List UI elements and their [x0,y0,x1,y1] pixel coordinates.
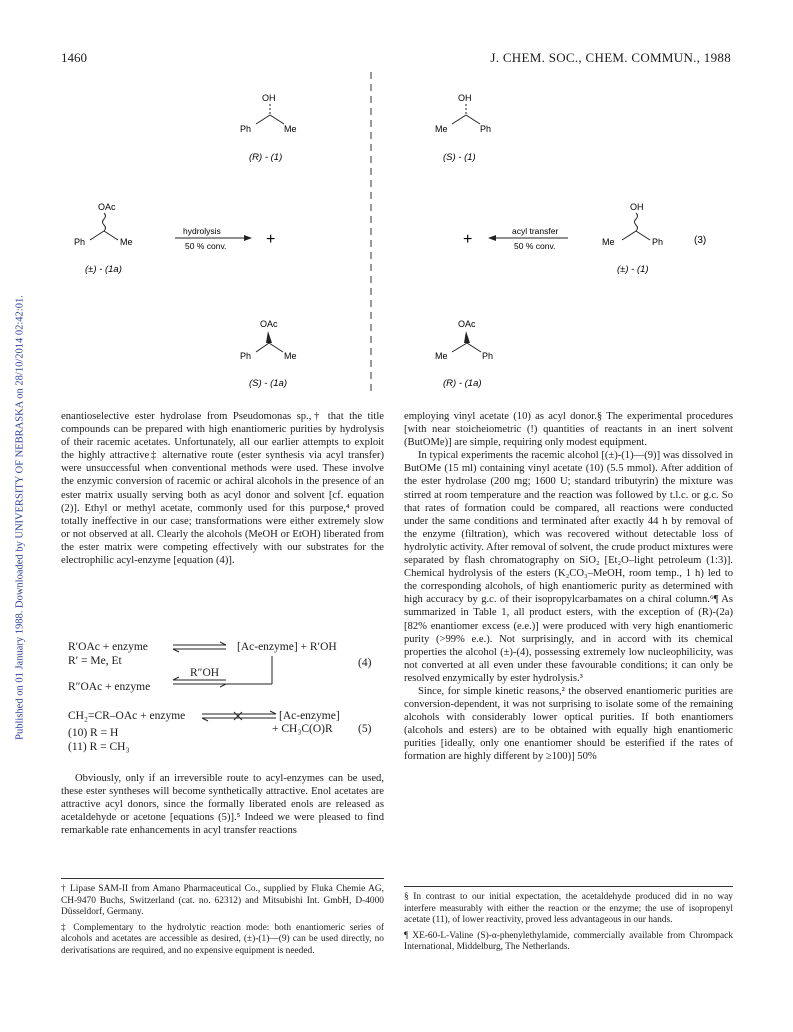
equation-5-arrow [200,710,280,724]
svg-text:(S) - (1a): (S) - (1a) [249,378,287,389]
page-number: 1460 [61,50,87,65]
arrow-acyl-transfer [463,226,568,251]
equation-4-line-1-left: R′OAc + enzyme [68,641,148,653]
svg-text:acyl transfer: acyl transfer [512,226,559,236]
equation-5-line-1-right: [Ac-enzyme] [279,710,340,722]
footnote-pilcrow: ¶ XE-60-L-Valine (S)-α-phenylethylamide, commercially available from Chrompack International, Middelburg, The Netherlands. [404,930,733,953]
svg-text:OAc: OAc [260,319,278,329]
svg-text:(±) - (1): (±) - (1) [617,264,649,275]
svg-text:Ph: Ph [240,351,252,361]
right-paragraph-3: Since, for simple kinetic reasons,² the observed enantiomeric purities are conversion-dependent, it was not surprising to isolate some of the remaining alcohols with considerably lower optical purities. If both enantiomers (alcohols and esters) are to be obtained with equally high enantiomeric purities [ideally, only one enantiomer should be esterified if the rates of formation are highly different by ≥100)] 50% [404,685,733,763]
reaction-scheme [0,60,793,400]
svg-text:50 % conv.: 50 % conv. [514,241,556,251]
svg-text:Me: Me [602,237,615,247]
molecule-racemic-1 [602,202,706,275]
equation-4-number: (4) [358,657,372,669]
svg-text:OAc: OAc [98,202,116,212]
svg-text:Ph: Ph [240,124,252,134]
svg-text:Me: Me [284,351,297,361]
molecule-r-1 [240,93,297,163]
equation-4-line-3: R″OAc + enzyme [68,681,151,693]
svg-text:Me: Me [120,237,133,247]
svg-text:(R) - (1a): (R) - (1a) [443,378,482,389]
svg-text:OH: OH [630,202,644,212]
molecule-r-1a [435,319,493,389]
equation-5-line-4: (11) R = CH₃ [68,741,130,753]
svg-text:Me: Me [284,124,297,134]
footnote-rule-right [404,886,733,887]
svg-text:Me: Me [435,351,448,361]
right-paragraph-2: In typical experiments the racemic alcohol [(±)-(1)—(9)] was dissolved in ButOMe (15 ml) containing vinyl acetate (10) (5.5 mmol). After addition of the ester hydrolase (200 mg; 1600 U; standard tributyrin) the mixture was stirred at room temperature and the reaction was followed by t.l.c. or g.c. So that rates of formation could be compared, all reactions were conducted under the same conditions and terminated after exactly 44 h by removal of the enzyme (filtration), which was recovered without detectable loss of hydrolytic activity. After removal of solvent, the crude product mixtures were separated by flash chromatography on SiO₂ [Et₂O–light petroleum (1:3)]. Chemical hydrolysis of the esters (K₂CO₃–MeOH, room temp., 1 h) led to the corresponding alcohols, of high enantiomeric purity as determined with high accuracy by g.c. of their isopropylcarbamates on a chiral column.⁶¶ As summarized in Table 1, all product esters, with the exception of (R)-(2a) [82% enantiomer excess (e.e.)] were produced with very high enantiomeric purity (>99% e.e.). Not surprisingly, and in accord with its chemical properties the alcohol (±)-(4), possessing extremely low nucleophilicity, was not converted at all even under these favourable conditions; it can only be resolved enzymically by ester hydrolysis.³ [404,450,733,684]
svg-text:(±) - (1a): (±) - (1a) [85,264,122,275]
left-paragraph-1: enantioselective ester hydrolase from Pseudomonas sp.,† that the title compounds can be prepared with high enantiomeric purities by hydrolysis of their racemic acetates. Unfortunately, all our earlier attempts to exploit the highly attractive‡ alternative route (ester synthesis via acyl transfer) were unsuccessful when conventional methods were used. These involve the enzymic conversion of racemic or achiral alcohols in the presence of an ester matrix usually serving both as acyl donor and solvent [cf. equation (2)]. Ethyl or methyl acetate, commonly used for this purpose,⁴ proved totally ineffective in our case; transformations were either extremely slow or not observed at all. Clearly the alcohols (MeOH or EtOH) liberated from the ester matrix were competing effectively with our substrates for the electrophilic acyl-enzyme [equation (4)]. [61,411,384,567]
footnotes-left [61,884,384,962]
left-column-top [61,410,384,567]
svg-text:hydrolysis: hydrolysis [183,226,221,236]
svg-text:+: + [266,231,276,248]
footnote-double-dagger: ‡ Complementary to the hydrolytic reaction mode: both enantiomeric series of alcohols and acetates are accessible as desired, (±)-(1)—(9) can be used directly, no derivatisations are required, and no expensive equipment is needed. [61,922,384,956]
right-column [404,410,733,764]
equation-5-line-1-left: CH₂=CR–OAc + enzyme [68,710,186,722]
svg-text:OH: OH [262,93,276,103]
equation-5-line-3: (10) R = H [68,727,119,739]
footnote-rule-left [61,878,384,879]
svg-text:OH: OH [458,93,472,103]
svg-text:Ph: Ph [482,351,494,361]
left-paragraph-2: Obviously, only if an irreversible route to acyl-enzymes can be used, these ester syntheses will become synthetically attractive. Enol acetates are attractive acyl donors, since the formally liberated enols are released as acetaldehyde or acetone [equations (5)].⁵ Indeed we were pleased to find remarkable rate enhancements in acyl transfer reactions [61,773,384,837]
footnote-dagger: † Lipase SAM-II from Amano Pharmaceutical Co., supplied by Fluka Chemie AG, CH-9470 Buchs, Switzerland (cat. no. 62312) and Mitsubishi Int. GmbH, D-4000 Düsseldorf, Germany. [61,884,384,918]
equation-4-line-2: R′ = Me, Et [68,655,122,667]
footnotes-right [404,892,733,958]
svg-text:(R) - (1): (R) - (1) [249,152,283,163]
footnote-section: § In contrast to our initial expectation, the acetaldehyde produced did in no way interfere measurably with either the reaction or the enzyme; the use of isopropenyl acetate (11), of lower reactivity, proved less advantageous in our hands. [404,892,733,926]
svg-text:Ph: Ph [652,237,664,247]
svg-text:(S) - (1): (S) - (1) [443,152,476,163]
molecule-s-1a [240,319,297,389]
molecule-racemic-1a [74,202,133,275]
equation-5-number: (5) [358,723,372,735]
svg-text:Me: Me [435,124,448,134]
journal-header: J. CHEM. SOC., CHEM. COMMUN., 1988 [490,50,731,65]
svg-text:(3): (3) [694,235,707,246]
download-sidebar-note: Published on 01 January 1988. Downloaded by UNIVERSITY OF NEBRASKA on 28/10/2014 02:42:01. [14,295,26,740]
equation-4-middle: R″OH [190,667,220,679]
svg-text:OAc: OAc [458,319,476,329]
right-paragraph-1: employing vinyl acetate (10) as acyl donor.§ The experimental procedures [with near stoicheiometric (!) quantities of reactants in an inert solvent (ButOMe)] are simple, requiring only modest equipment. [404,411,733,449]
svg-text:50 % conv.: 50 % conv. [185,241,227,251]
equation-4-line-1-right: [Ac-enzyme] + R′OH [237,641,337,653]
svg-text:Ph: Ph [74,237,86,247]
molecule-s-1 [435,93,491,163]
svg-text:+: + [463,231,473,248]
equation-5-line-2: + CH₃C(O)R [272,723,333,735]
left-column-bottom [61,772,384,837]
svg-text:Ph: Ph [480,124,492,134]
arrow-hydrolysis [175,226,275,251]
